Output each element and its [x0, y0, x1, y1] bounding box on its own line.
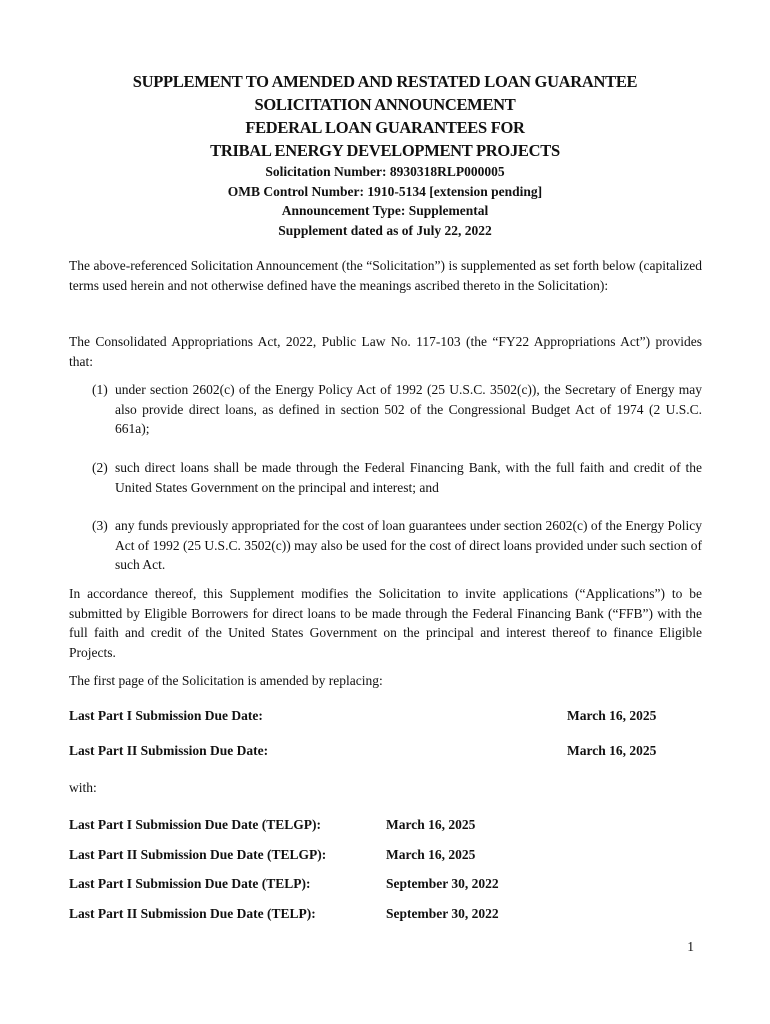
due-date-value: March 16, 2025 [386, 847, 476, 862]
due-date-value: March 16, 2025 [567, 743, 657, 758]
list-item [92, 516, 702, 575]
due-date-label: Last Part I Submission Due Date (TELP): [69, 876, 311, 891]
supplement-date: Supplement dated as of July 22, 2022 [278, 222, 492, 238]
list-item-number: (1) [92, 382, 108, 397]
list-item [92, 380, 702, 439]
due-date-label: Last Part I Submission Due Date (TELGP): [69, 817, 322, 832]
appropriations-act-paragraph: The Consolidated Appropriations Act, 2022, Public Law No. 117-103 (the “FY22 Appropriations Act”) provides that: [69, 334, 702, 369]
due-date-label: Last Part II Submission Due Date (TELP): [69, 906, 316, 921]
due-date-label: Last Part II Submission Due Date: [69, 743, 269, 758]
title-line: FEDERAL LOAN GUARANTEES FOR [245, 118, 525, 137]
list-item-number: (2) [92, 460, 108, 475]
due-date-label: Last Part II Submission Due Date (TELGP): [69, 847, 327, 862]
page-number: 1 [687, 939, 694, 954]
title-line: TRIBAL ENERGY DEVELOPMENT PROJECTS [210, 141, 560, 160]
due-date-value: March 16, 2025 [567, 708, 657, 723]
list-item-number: (3) [92, 518, 108, 533]
omb-control-number: OMB Control Number: 1910-5134 [extension pending] [227, 183, 543, 199]
solicitation-details [0, 162, 770, 240]
due-date-value: September 30, 2022 [386, 906, 499, 921]
list-item [92, 458, 702, 497]
document-title [0, 70, 770, 162]
list-item-text: under section 2602(c) of the Energy Policy Act of 1992 (25 U.S.C. 3502(c)), the Secretary of Energy may also provide direct loans, as defined in section 502 of the Congressional Budget Act of 1974 (2 U.S.C. 661a); [115, 382, 702, 436]
accordance-paragraph: In accordance thereof, this Supplement modifies the Solicitation to invite applications (“Applications”) to be submitted by Eligible Borrowers for direct loans to be made through the Federal Financing Bank (“FFB”) with the full faith and credit of the United States Government on the principal and interest thereof to finance Eligible Projects. [69, 586, 702, 660]
title-line: SUPPLEMENT TO AMENDED AND RESTATED LOAN GUARANTEE [132, 72, 638, 91]
list-item-text: any funds previously appropriated for the cost of loan guarantees under section 2602(c) of the Energy Policy Act of 1992 (25 U.S.C. 3502(c)) may also be used for the cost of direct loans provided under such section of such Act. [115, 518, 702, 572]
announcement-type: Announcement Type: Supplemental [281, 203, 489, 218]
solicitation-number: Solicitation Number: 8930318RLP000005 [265, 164, 505, 179]
list-item-text: such direct loans shall be made through the Federal Financing Bank, with the full faith and credit of the United States Government on the principal and interest; and [115, 460, 702, 495]
title-line: SOLICITATION ANNOUNCEMENT [254, 95, 516, 114]
due-date-label: Last Part I Submission Due Date: [69, 708, 263, 723]
due-date-value: March 16, 2025 [386, 817, 476, 832]
due-date-value: September 30, 2022 [386, 876, 499, 891]
intro-paragraph: The above-referenced Solicitation Announcement (the “Solicitation”) is supplemented as set forth below (capitalized terms used herein and not otherwise defined have the meanings ascribed thereto in the Solicitation): [69, 258, 702, 293]
with-label: with: [69, 780, 97, 795]
first-page-paragraph: The first page of the Solicitation is amended by replacing: [69, 673, 383, 688]
